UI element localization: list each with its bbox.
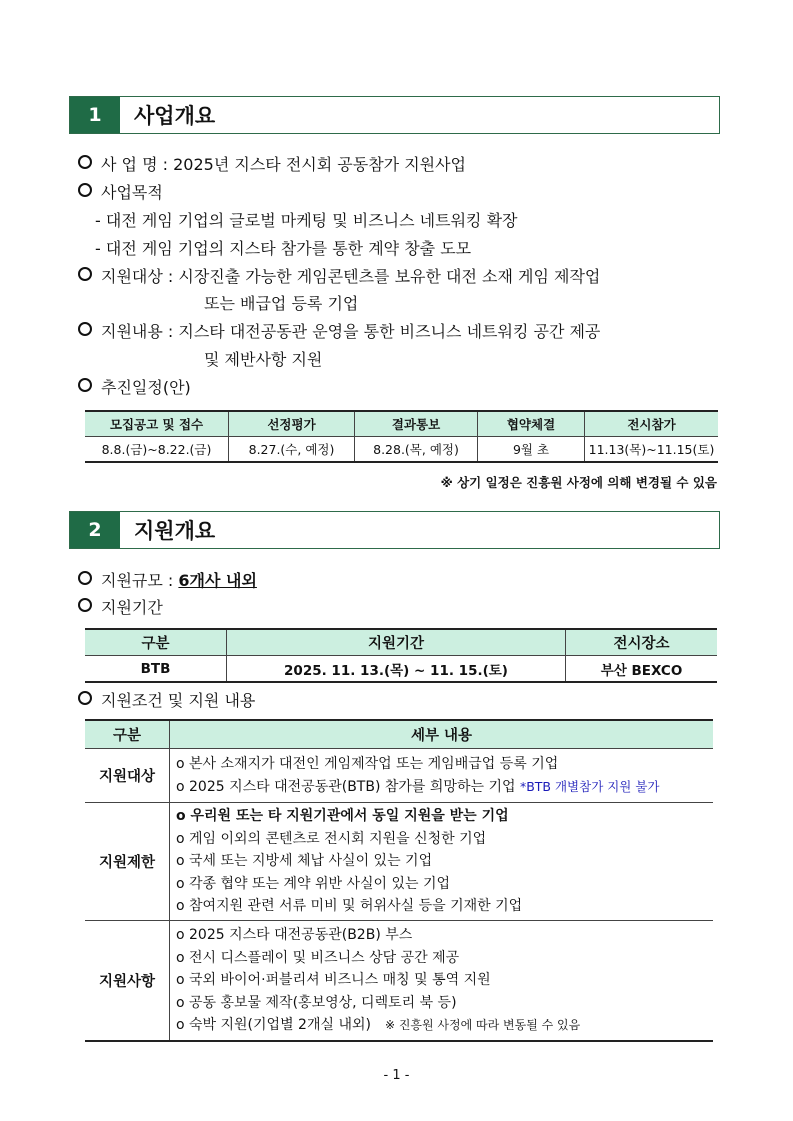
period-header: 전시장소 <box>566 629 718 656</box>
support-items <box>170 921 714 1041</box>
schedule-cell: 9월 초 <box>478 437 585 463</box>
list-item: o 게임 이외의 콘텐츠로 전시회 지원을 신청한 기업 <box>176 830 487 847</box>
target-items <box>170 749 714 803</box>
period-cell: BTB <box>85 656 227 683</box>
conditions-header: 세부 내용 <box>170 720 714 749</box>
circle-bullet-icon <box>78 598 92 612</box>
list-item: o 2025 지스타 대전공동관(B2B) 부스 <box>176 927 413 943</box>
content-text-cont: 및 제반사항 지원 <box>204 350 323 369</box>
item-text: o 숙박 지원(기업별 2개실 내외) <box>176 1017 371 1033</box>
conditions-header: 구분 <box>85 720 170 749</box>
list-item: o 전시 디스플레이 및 비즈니스 상담 공간 제공 <box>176 949 460 966</box>
conditions-heading <box>78 690 255 712</box>
period-cell: 2025. 11. 13.(목) ~ 11. 15.(토) <box>227 656 566 683</box>
label: 지원규모 <box>101 571 163 590</box>
period-header: 지원기간 <box>227 629 566 656</box>
period-heading <box>78 597 163 619</box>
purpose-item: - 대전 게임 기업의 글로벌 마케팅 및 비즈니스 네트워킹 확장 <box>95 211 518 230</box>
circle-bullet-icon <box>78 267 92 281</box>
schedule-note: ※ 상기 일정은 진흥원 사정에 의해 변경될 수 있음 <box>440 475 717 490</box>
period-header: 구분 <box>85 629 227 656</box>
project-name-line: 사 업 명 : 2025년 지스타 전시회 공동참가 지원사업 <box>78 154 466 176</box>
list-item <box>176 1014 713 1037</box>
schedule-heading <box>78 377 191 399</box>
content-line: 지원내용 : 지스타 대전공동관 운영을 통한 비즈니스 네트워킹 공간 제공 <box>78 321 600 343</box>
label: 지원기간 <box>101 598 163 617</box>
target-line: 지원대상 : 시장진출 가능한 게임콘텐츠를 보유한 대전 소재 게임 제작업 <box>78 266 600 288</box>
period-table <box>85 628 717 683</box>
list-item: o 본사 소재지가 대전인 게임제작업 또는 게임배급업 등록 기업 <box>176 756 559 772</box>
label: 사업목적 <box>101 183 163 202</box>
label: 사 업 명 <box>101 155 158 174</box>
section-number: 1 <box>70 97 120 133</box>
circle-bullet-icon <box>78 183 92 197</box>
schedule-header: 선정평가 <box>229 411 355 437</box>
conditions-table <box>85 719 713 1042</box>
category-cell: 지원사항 <box>85 921 170 1041</box>
schedule-header: 결과통보 <box>355 411 478 437</box>
circle-bullet-icon <box>78 155 92 169</box>
target-text: 시장진출 가능한 게임콘텐츠를 보유한 대전 소재 게임 제작업 <box>178 267 601 286</box>
schedule-header: 전시참가 <box>585 411 719 437</box>
section-title: 지원개요 <box>134 519 216 543</box>
restriction-items <box>170 803 714 921</box>
schedule-header: 모집공고 및 접수 <box>85 411 229 437</box>
list-item: o 국세 또는 지방세 체납 사실이 있는 기업 <box>176 853 433 870</box>
list-item: o 공동 홍보물 제작(홍보영상, 디렉토리 북 등) <box>176 994 457 1011</box>
list-item <box>176 776 713 799</box>
section-1-header <box>69 96 720 134</box>
target-text-cont: 또는 배급업 등록 기업 <box>204 294 359 313</box>
category-cell: 지원대상 <box>85 749 170 803</box>
schedule-cell: 8.8.(금)~8.22.(금) <box>85 437 229 463</box>
page-number: - 1 - <box>383 1068 410 1083</box>
scale-value: 6개사 내외 <box>178 571 257 590</box>
schedule-cell: 11.13(목)~11.15(토) <box>585 437 719 463</box>
schedule-header: 협약체결 <box>478 411 585 437</box>
label: 추진일정(안) <box>101 378 191 397</box>
label: 지원대상 <box>101 267 163 286</box>
schedule-cell: 8.28.(목, 예정) <box>355 437 478 463</box>
schedule-cell: 8.27.(수, 예정) <box>229 437 355 463</box>
section-number: 2 <box>70 512 120 548</box>
item-note: *BTB 개별참가 지원 불가 <box>519 778 660 794</box>
schedule-table <box>85 410 718 463</box>
circle-bullet-icon <box>78 378 92 392</box>
project-name: 2025년 지스타 전시회 공동참가 지원사업 <box>173 155 467 174</box>
list-item: o 참여지원 관련 서류 미비 및 허위사실 등을 기재한 기업 <box>176 898 523 915</box>
period-cell: 부산 BEXCO <box>566 656 718 683</box>
list-item: o 우리원 또는 타 지원기관에서 동일 지원을 받는 기업 <box>176 808 509 825</box>
circle-bullet-icon <box>78 691 92 705</box>
section-2-header <box>69 511 720 549</box>
category-cell: 지원제한 <box>85 803 170 921</box>
label: 지원조건 및 지원 내용 <box>101 691 256 710</box>
purpose-heading <box>78 182 163 204</box>
label: 지원내용 <box>101 322 163 341</box>
content-text: 지스타 대전공동관 운영을 통한 비즈니스 네트워킹 공간 제공 <box>178 322 601 341</box>
purpose-item: - 대전 게임 기업의 지스타 참가를 통한 계약 창출 도모 <box>95 239 472 258</box>
section-title: 사업개요 <box>134 104 216 128</box>
circle-bullet-icon <box>78 571 92 585</box>
list-item: o 국외 바이어·퍼블리셔 비즈니스 매칭 및 통역 지원 <box>176 972 491 988</box>
list-item: o 각종 협약 또는 계약 위반 사실이 있는 기업 <box>176 875 451 892</box>
item-note: ※ 진흥원 사정에 따라 변동될 수 있음 <box>384 1018 581 1032</box>
item-text: o 2025 지스타 대전공동관(BTB) 참가를 희망하는 기업 <box>176 778 516 795</box>
circle-bullet-icon <box>78 322 92 336</box>
scale-line: 지원규모 : 6개사 내외 <box>78 570 257 592</box>
